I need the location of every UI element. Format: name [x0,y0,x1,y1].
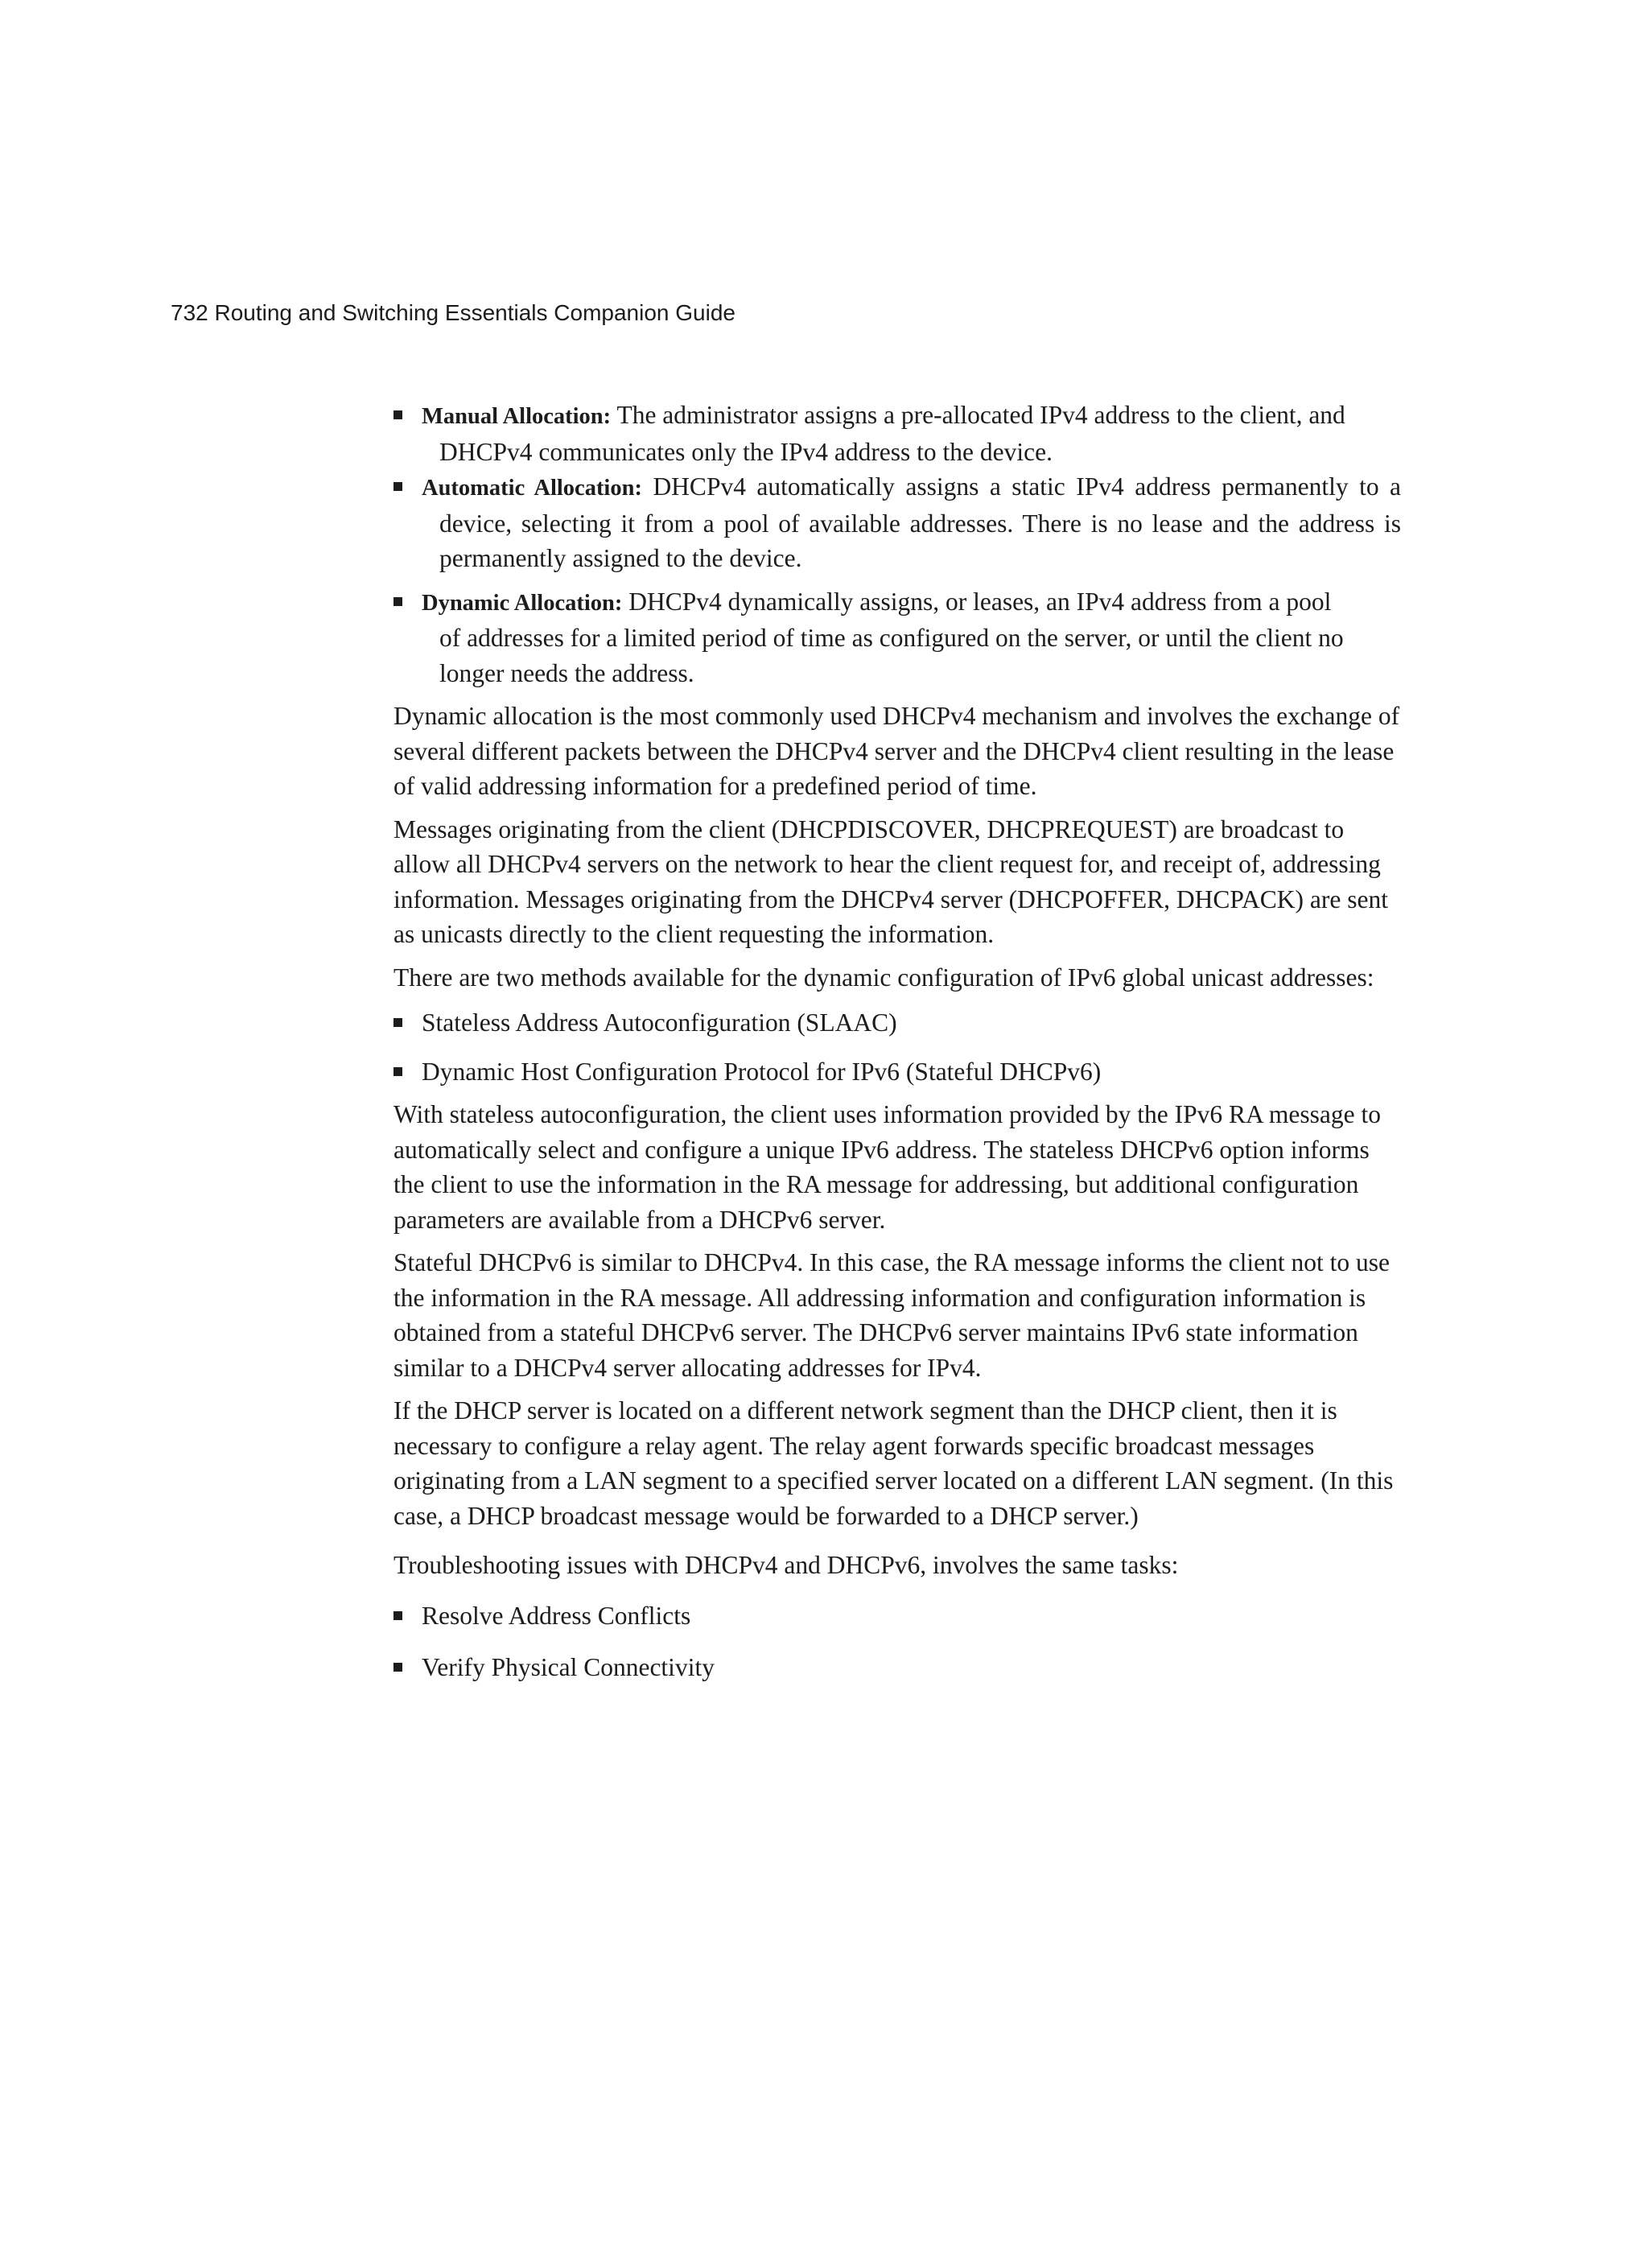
list-item-resolve-conflicts [393,1598,1401,1634]
running-header: 732 Routing and Switching Essentials Companion Guide [171,300,735,325]
allocation-bullet-automatic [393,469,1401,576]
list-item-stateful-dhcpv6 [393,1054,1401,1090]
bullet-description: DHCPv4 automatically assigns a static IPv4 address permanently to a device, selecting it from a pool of available addresses. There is no lease and the address is permanently assigned to the device. [439,472,1402,572]
square-bullet-icon [393,1611,402,1620]
list-item-text: Resolve Address Conflicts [422,1601,691,1630]
square-bullet-icon [393,1067,402,1076]
paragraph-stateless-autoconfiguration: With stateless autoconfiguration, the client uses information provided by the IPv6 RA message to automatically select and configure a unique IPv6 address. The stateless DHCPv6 option informs the client to use the information in the RA message for addressing, but additional configuration parameters are available from a DHCPv6 server. [393,1100,1381,1234]
square-bullet-icon [393,597,402,606]
list-item-verify-connectivity [393,1650,1401,1685]
allocation-bullet-dynamic [393,584,1401,691]
page-body [393,398,1401,1685]
square-bullet-icon [393,482,402,491]
bullet-text [422,469,1401,576]
list-item-text: Verify Physical Connectivity [422,1653,715,1681]
bullet-term: Dynamic Allocation: [422,590,623,616]
list-item-text: Dynamic Host Configuration Protocol for IPv6 (Stateful DHCPv6) [422,1057,1102,1086]
paragraph-stateful-dhcpv6: Stateful DHCPv6 is similar to DHCPv4. In this case, the RA message informs the client not to use the information in the RA message. All addressing information and configuration information is obtained from a stateful DHCPv6 server. The DHCPv6 server maintains IPv6 state information similar to a DHCPv4 server allocating addresses for IPv4. [393,1248,1390,1382]
bullet-description: DHCPv4 dynamically assigns, or leases, an IPv4 address from a pool of addresses for a limited period of time as configured on the server, or until the client no longer needs the address. [439,587,1344,687]
bullet-term: Manual Allocation: [422,404,612,429]
paragraph-ipv6-methods-intro: There are two methods available for the dynamic configuration of IPv6 global unicast addresses: [393,963,1374,992]
bullet-text [422,398,1401,469]
allocation-bullet-manual [393,398,1401,469]
list-item-text: Stateless Address Autoconfiguration (SLAAC) [422,1008,897,1037]
bullet-term: Automatic Allocation: [422,476,642,501]
paragraph-dynamic-allocation: Dynamic allocation is the most commonly used DHCPv4 mechanism and involves the exchange of several different packets between the DHCPv4 server and the DHCPv4 client resulting in the lease of valid addressing information for a predefined period of time. [393,702,1400,800]
bullet-description: The administrator assigns a pre-allocated IPv4 address to the client, and DHCPv4 communicates only the IPv4 address to the device. [439,401,1345,466]
square-bullet-icon [393,1663,402,1672]
bullet-text [422,584,1401,691]
list-item-slaac [393,1005,1401,1041]
paragraph-troubleshooting: Troubleshooting issues with DHCPv4 and DHCPv6, involves the same tasks: [393,1551,1179,1579]
square-bullet-icon [393,410,402,419]
square-bullet-icon [393,1018,402,1027]
paragraph-relay-agent: If the DHCP server is located on a different network segment than the DHCP client, then it is necessary to configure a relay agent. The relay agent forwards specific broadcast messages originating from a LAN segment to a specified server located on a different LAN segment. (In this case, a DHCP broadcast message would be forwarded to a DHCP server.) [393,1396,1394,1530]
paragraph-dhcp-messages: Messages originating from the client (DHCPDISCOVER, DHCPREQUEST) are broadcast to allow all DHCPv4 servers on the network to hear the client request for, and receipt of, addressing information. Messages originating from the DHCPv4 server (DHCPOFFER, DHCPACK) are sent as unicasts directly to the client requesting the information. [393,814,1388,948]
